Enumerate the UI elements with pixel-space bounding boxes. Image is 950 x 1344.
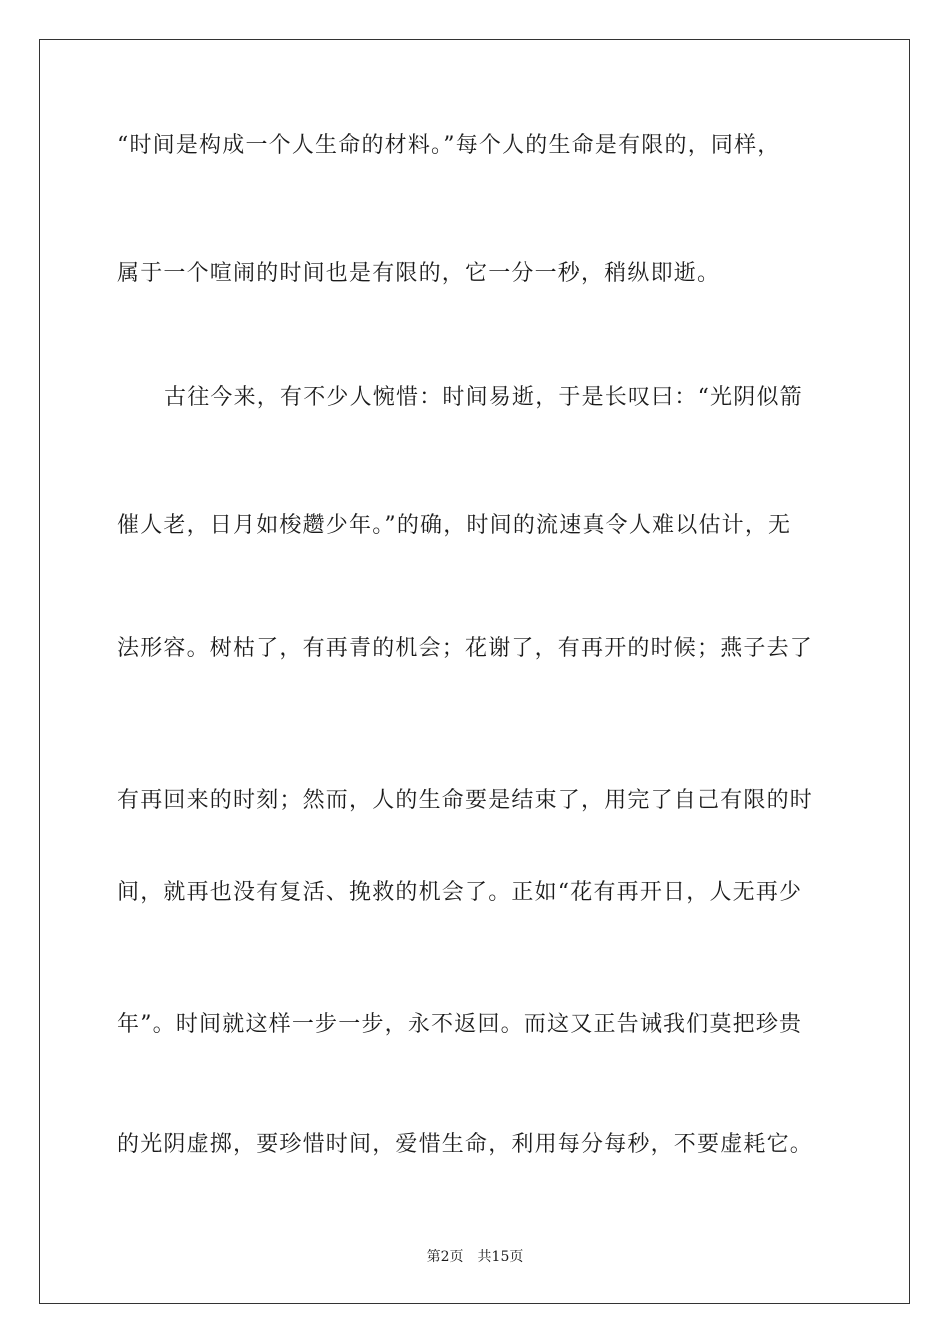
paragraph-line-3: 古往今来，有不少人惋惜：时间易逝，于是长叹曰：“光阴似箭 [164, 385, 803, 410]
page-footer [0, 1246, 950, 1266]
paragraph-line-4: 催人老，日月如梭趱少年。”的确，时间的流速真令人难以估计，无 [117, 513, 792, 538]
paragraph-line-6: 有再回来的时刻；然而，人的生命要是结束了，用完了自己有限的时 [117, 788, 814, 813]
paragraph-line-2: 属于一个喧闹的时间也是有限的，它一分一秒，稍纵即逝。 [117, 261, 721, 286]
paragraph-line-7: 间，就再也没有复活、挽救的机会了。正如“花有再开日，人无再少 [117, 880, 803, 905]
total-pages: 共15页 [477, 1249, 524, 1265]
paragraph-line-5: 法形容。树枯了，有再青的机会；花谢了，有再开的时候；燕子去了 [117, 636, 814, 661]
paragraph-line-1: “时间是构成一个人生命的材料。”每个人的生命是有限的，同样， [117, 133, 781, 158]
page-border [39, 39, 910, 1304]
page-number: 第2页 [426, 1249, 464, 1265]
paragraph-line-9: 的光阴虚掷，要珍惜时间，爱惜生命，利用每分每秒，不要虚耗它。 [117, 1132, 814, 1157]
paragraph-line-8: 年”。时间就这样一步一步，永不返回。而这又正告诫我们莫把珍贵 [117, 1012, 803, 1037]
